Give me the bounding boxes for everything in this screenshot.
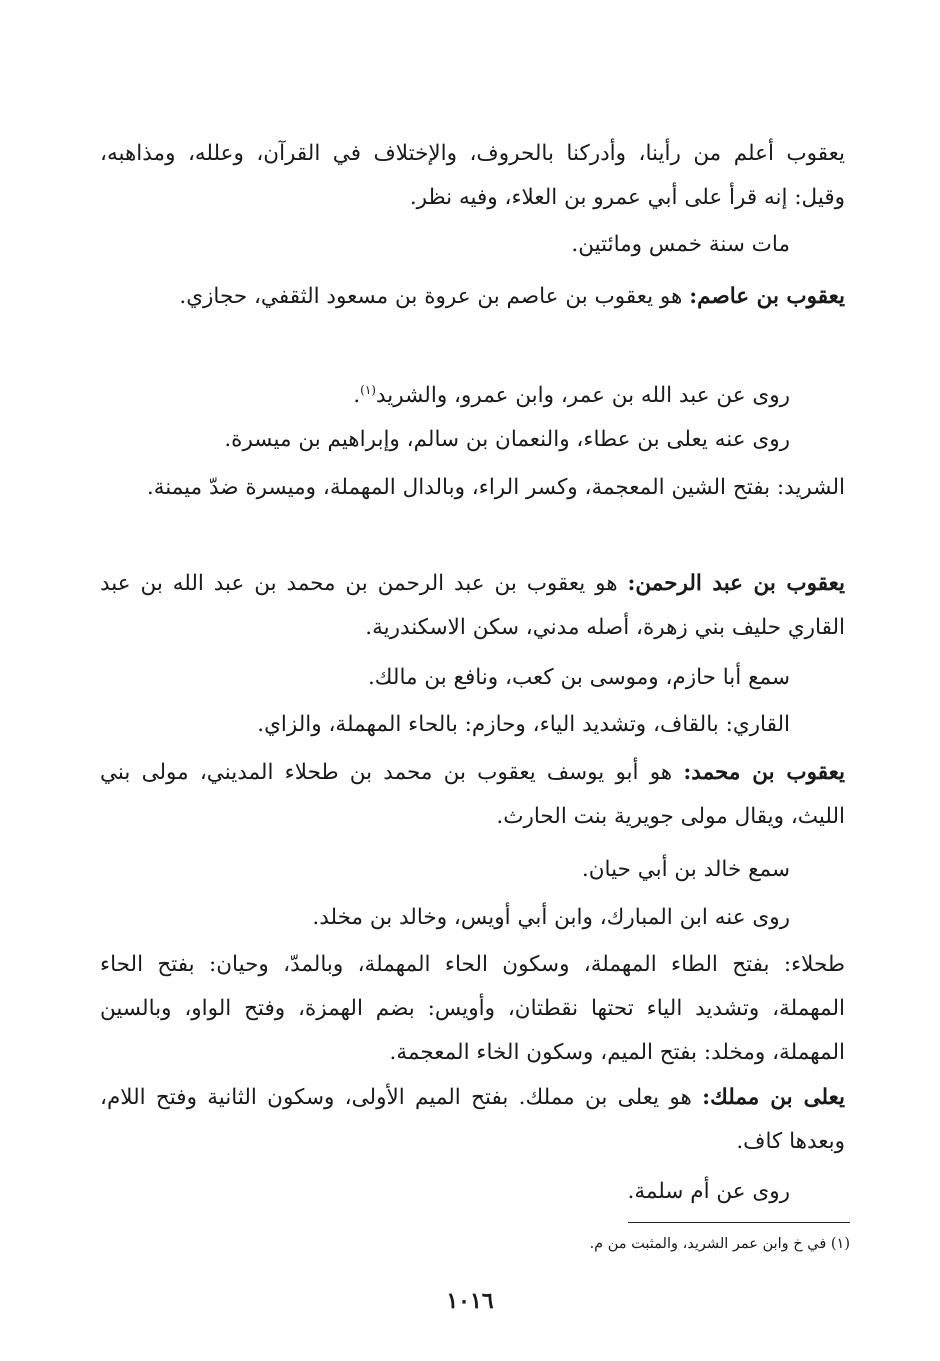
entry-yaqub-ibn-muhammad: [100, 751, 845, 839]
entry-heading: يعقوب بن عبد الرحمن:: [627, 571, 845, 596]
paragraph-narrated-by-2: [45, 896, 845, 940]
paragraph-text: هو يعلى بن مملك. بفتح الميم الأولى، وسكون الثانية وفتح اللام، وبعدها كاف.: [100, 1085, 845, 1154]
footnote-divider: [628, 1222, 850, 1223]
paragraph-text: روى عن عبد الله بن عمر، وابن عمرو، والشريد: [375, 383, 790, 409]
paragraph-note-tahla: [100, 943, 845, 1075]
paragraph-text: روى عن أم سلمة.: [627, 1179, 790, 1204]
entry-heading: يعقوب بن محمد:: [683, 760, 846, 785]
entry-yaqub-ibn-abd-al-rahman: [100, 562, 845, 650]
paragraph-text: هو أبو يوسف يعقوب بن محمد بن طحلاء المديني، مولى بني الليث، ويقال مولى جويرية بنت الحارث.: [100, 760, 845, 829]
paragraph-text: روى عنه ابن المبارك، وابن أبي أويس، وخالد بن مخلد.: [312, 905, 790, 930]
footnote-marker: (١): [360, 383, 376, 397]
paragraph-text: هو يعقوب بن عبد الرحمن بن محمد بن عبد الله بن عبد القاري حليف بني زهرة، أصله مدني، سكن الاسكندرية.: [100, 571, 845, 640]
paragraph-text: القاري: بالقاف، وتشديد الياء، وحازم: بالحاء المهملة، والزاي.: [257, 712, 790, 737]
entry-yala-ibn-mumallak: [100, 1076, 845, 1164]
paragraph-text: .: [353, 383, 361, 409]
entry-yaqub-ibn-asim: [100, 275, 845, 319]
paragraph-narrated-from: [45, 368, 845, 418]
entry-heading: يعقوب بن عاصم:: [689, 284, 845, 309]
paragraph-narrated-by: [45, 418, 845, 462]
paragraph-text: مات سنة خمس ومائتين.: [571, 232, 790, 257]
paragraph-intro: [100, 132, 845, 220]
paragraph-death: [45, 223, 845, 267]
paragraph-text: سمع أبا حازم، وموسى بن كعب، ونافع بن مالك.: [367, 665, 790, 690]
page-number: ١٠١٦: [446, 1288, 494, 1314]
paragraph-text: الشريد: بفتح الشين المعجمة، وكسر الراء، وبالدال المهملة، وميسرة ضدّ ميمنة.: [146, 475, 845, 500]
paragraph-heard-from: [45, 656, 845, 700]
paragraph-text: يعقوب أعلم من رأينا، وأدركنا بالحروف، والإختلاف في القرآن، وعلله، ومذاهبه، وقيل: إنه قرأ على أبي عمرو بن العلاء، وفيه نظر.: [100, 141, 845, 210]
paragraph-note-sharid: [100, 466, 845, 510]
paragraph-narrated-from-2: [45, 1170, 845, 1214]
paragraph-text: روى عنه يعلى بن عطاء، والنعمان بن سالم، وإبراهيم بن ميسرة.: [224, 427, 790, 452]
footnote: (١) في خ وابن عمر الشريد، والمثبت من م.: [589, 1236, 850, 1252]
paragraph-text: سمع خالد بن أبي حيان.: [581, 857, 790, 882]
entry-heading: يعلى بن مملك:: [702, 1085, 845, 1110]
paragraph-text: طحلاء: بفتح الطاء المهملة، وسكون الحاء المهملة، وبالمدّ، وحيان: بفتح الحاء المهملة، وتشديد الياء تحتها نقطتان، وأويس: بضم الهمزة، وفتح الواو، وبالسين المهملة، ومخلد: بفتح الميم، وسكون الخاء المعجمة.: [100, 952, 845, 1065]
paragraph-heard-from-2: [45, 848, 845, 892]
paragraph-note-qari: [45, 703, 845, 747]
paragraph-text: هو يعقوب بن عاصم بن عروة بن مسعود الثقفي، حجازي.: [179, 284, 690, 309]
